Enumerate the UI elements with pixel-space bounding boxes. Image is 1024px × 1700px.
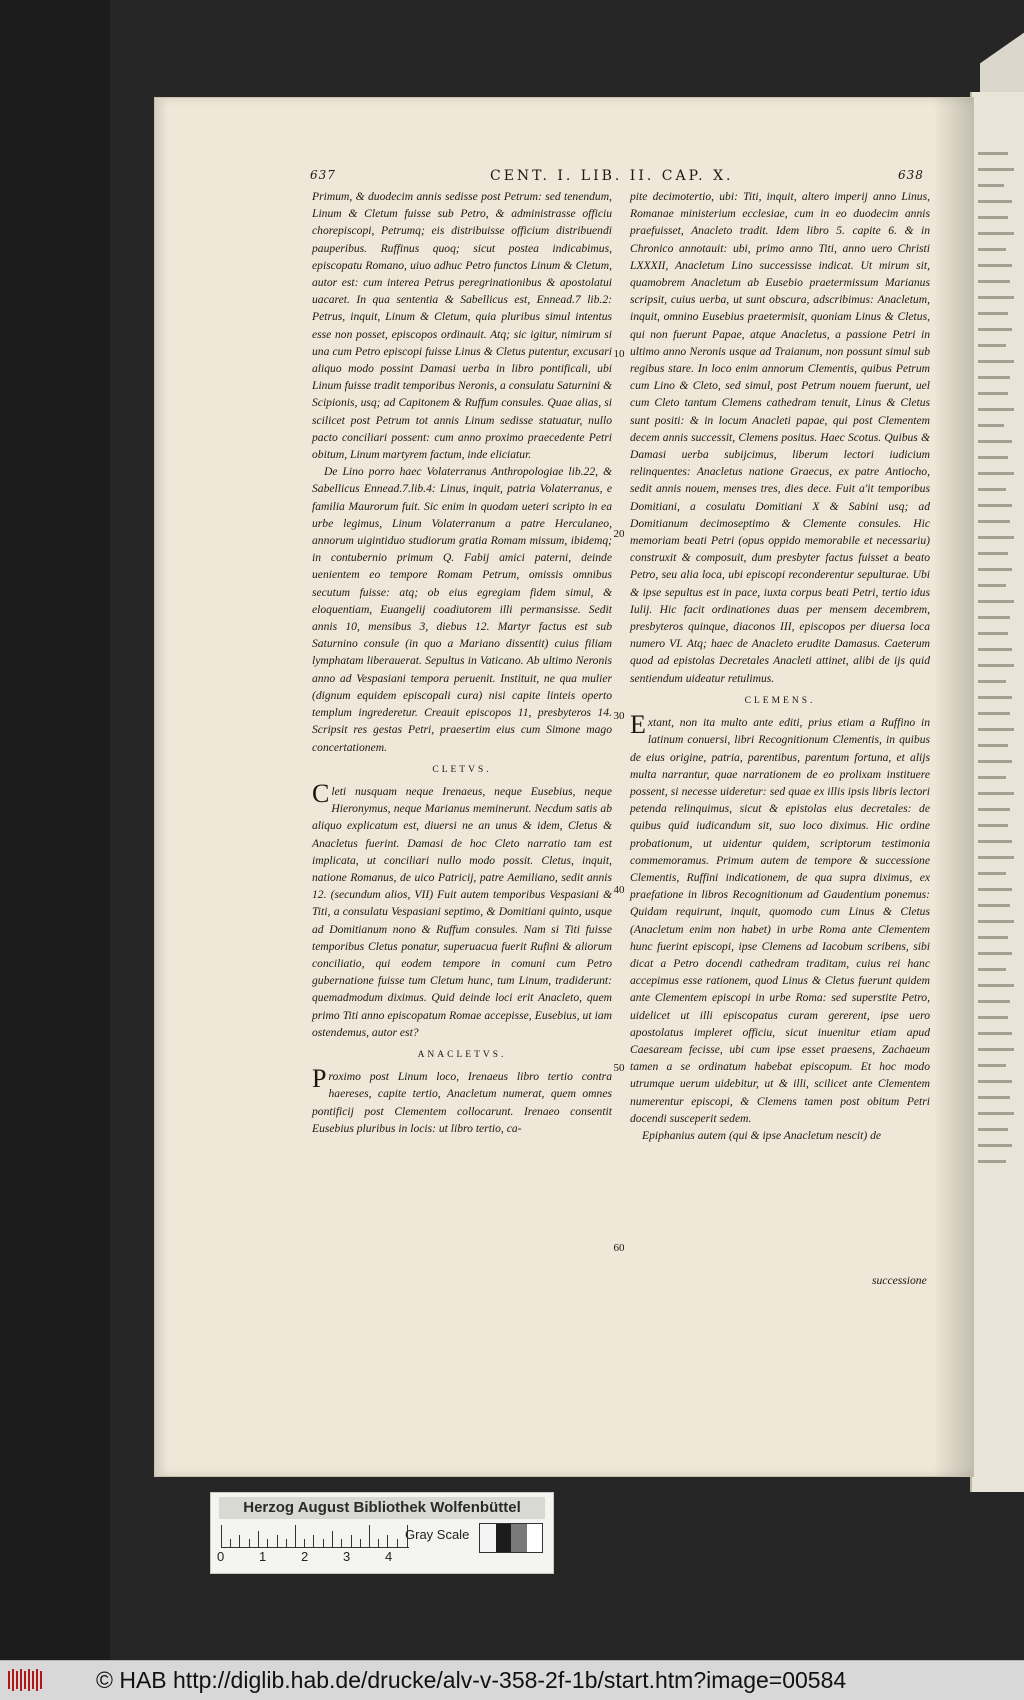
footer-bar (0, 1660, 1024, 1700)
running-head: CENT. I. LIB. II. CAP. X. (490, 168, 734, 184)
line-number: 10 (613, 348, 625, 360)
paragraph: Cleti nusquam neque Irenaeus, neque Eusebius, neque Hieronymus, neque Marianus meminerunt. Necdum satis ab aliquo explicatum est, diuersi ne an unus & idem, Cletus & Anacletus fuerint. Damasi de hoc Cleto narratio tam est implicata, ut conciliari nullo modo possit. Cletus, inquit, natione Romanus, de uico Patricij, patre Aemiliano, sedit annis 12. (secundum alios, VII) Fuit autem temporibus Vespasiani & Titi, a consulatu Vespasiani septimo, & Domitiani quinto, usque ad Domitianum nono & Ruffum consules. Nam si Titi fuisse temporibus Cletus ponatur, superuacua fuerit Rufini & aliorum conciliatio, qui eodem tempore in comuni cum Petro gubernatione fuisse tum Cletum hunc, tum Linum, tradiderunt: quemadmodum diximus. Quid deinde loci erit Anacleto, quem primo Titi anno episcopatum Romae accepisse, Eusebius, ut iam ostendemus, autor est? (312, 778, 612, 1039)
text-column-right (630, 188, 930, 1144)
line-number: 30 (613, 710, 625, 722)
ruler-scale (221, 1525, 409, 1548)
folio-left: 637 (310, 168, 336, 182)
color-scale-target (210, 1492, 554, 1574)
ruler-number: 0 (217, 1549, 225, 1564)
paragraph: Extant, non ita multo ante editi, prius etiam a Ruffino in latinum conuersi, libri Recognitionum Clementis, in quibus de eius origine, patria, parentibus, parentum fortuna, et alijs multa narrantur, quae narrationem de eo prolixam instituere possent, si necesse uideretur: sed quae ex illis ipsis libris lectori petenda relinquimus, sicut & epistolas eius decretales: de quibus quid iudicandum sit, suo loco diximus. Hic ordine probationum, ut uidentur quidem, scriptorum testimonia commemoramus. Primum autem de tempore & successione Clementis, Ruffini indicationem, de qua supra diximus, ex praefatione in libros Recognitionum ad Gaudentium ponemus: Quidam requirunt, inquit, quomodo cum Linus & Cletus (Anacletum enim non habet) in urbe Roma ante Clementem hunc fuerint episcopi, ipse Clemens ad Iacobum scribens, sibi dicat a Petro docendi cathedram traditam, cuius rei hanc accepimus esse rationem, quod Linus & Cletus fuerunt quidem ante Clementem episcopi in urbe Roma: sed superstite Petro, uidelicet ut illi episcopatus curam gererent, ipse uero apostolatus impleret officiu, sicut inuenitur etiam apud Caesaream fecisse, ubi cum ipse esset praesens, Zachaeum tamen a se ordinatum habebat episcopum. Et hoc modo utrumque uerum uidebitur, ut & illi, scilicet ante Clementem numerentur episcopi, & Clemens tamen post obitum Petri docendi susceperit sedem. (630, 710, 930, 1125)
ruler-number: 2 (301, 1549, 309, 1564)
line-number: 50 (613, 1062, 625, 1074)
gray-scale-swatches (479, 1523, 543, 1553)
source-link[interactable]: © HAB http://diglib.hab.de/drucke/alv-v-358-2f-1b/start.htm?image=00584 (96, 1667, 847, 1693)
paragraph: De Lino porro haec Volaterranus Anthropologiae lib.22, & Sabellicus Ennead.7.lib.4: Linus, inquit, patria Volaterranus, e familia Maurorum fuit. Sic enim in quodam ueteri scripto in ea urbe legimus, Linum Volaterranum a patre Herculaneo, annorum uigintiduo studiorum gratia Romam missum, ibidemq; in contubernio primum Q. Fabij amici paterni, deinde uenientem eo tempore Romam Petrum, omissis omnibus secutum fuisse: atq; ob eius egregiam fidem simul, & eloquentiam, Euangelij coadiutorem illi permansisse. Sedit annis 10, mensibus 3, diebus 12. Martyr factus est sub Saturnino consule (in quo a Mariano dissentit) cuius filiam lymphatam liberauerat. Sepultus in Vaticano. Ab ultimo Neronis anno ad Vespasiani tempora peruenit. Instituit, ne qua mulier (dignum equidem episcopali cura) nisi capite linteis operto templum ingrederetur. Creauit episcopos 11, presbyteros 14. Scripsit res gestas Petri, praesertim eius cum Simone mago concertationem. (312, 465, 612, 754)
line-number: 40 (613, 884, 625, 896)
neighbour-page (970, 92, 1024, 1492)
line-number: 20 (613, 528, 625, 540)
text-column-left (312, 188, 612, 1137)
paragraph: Epiphanius autem (qui & ipse Anacletum nescit) de (642, 1128, 882, 1142)
section-heading-clemens: CLEMENS. (744, 695, 816, 706)
ruler-number: 4 (385, 1549, 393, 1564)
scanner-edge (0, 0, 110, 1660)
target-title: Herzog August Bibliothek Wolfenbüttel (219, 1497, 545, 1519)
section-heading-anacletus: ANACLETVS. (417, 1049, 507, 1060)
ruler-number: 1 (259, 1549, 267, 1564)
page-gutter-shadow (933, 98, 973, 1476)
section-heading-cletus: CLETVS. (432, 764, 492, 775)
line-number: 60 (613, 1242, 625, 1254)
ruler-numbers (217, 1549, 441, 1567)
hab-logo-icon (6, 1667, 46, 1693)
ruler-number: 3 (343, 1549, 351, 1564)
paragraph: Proximo post Linum loco, Irenaeus libro tertio contra haereses, capite tertio, Anacletum numerat, quem omnes pontificij post Clementem collocarunt. Irenaeo consentit Eusebius pluribus in locis: ut libro tertio, ca- (312, 1064, 612, 1135)
catchword: successione (872, 1274, 927, 1287)
paragraph: pite decimotertio, ubi: Titi, inquit, altero imperij anno Linus, Romanae ministerium ecclesiae, cum in eo duodecim annis praefuisset, Anacleto tradit. Idem libro 5. capite 6. & in Chronico annotauit: ubi, primo anno Titi, anno uero Christi LXXXII, Anacletum Lino successisse indicat. Ut mirum sit, quamobrem Anacletum ab Eusebio praetermissum Marianus scripsit, cuius uerba, ut sunt obscura, adscribimus: Anacletum, inquit, omnino Eusebius praetermisit, quoniam Linus & Cletus, qui non fuerunt Papae, atque Anacletus, a passione Petri in ultimo anno Neronis usque ad Traianum, non possunt simul sub regibus stare. In loco enim annorum Clementis, quibus Petrum cum Lino & Cleto, sed simul, post Petrum nouem fuerunt, uel cum Cleto tantum Clemens cathedram tenuit, Linus & Cletus sunt positi: & in locum Anacleti papae, qui post Clementem decem annis successit, Clemens positus. Haec Scotus. Quibus & Damasi uerba subijcimus, liberum lectori iudicium relinquentes: Anacletus natione Graecus, ex patre Antiocho, sedit annis nouem, menses tres, dies dece. Fuit a'it temporibus Domitiani, a cosulatu Domitiani X & Sabini usq; ad Domitianum decimoseptimo & Clemente consules. Hic memoriam beati Petri (opus oppido memorabile et necessariu) construxit & composuit, dum presbyter factus fuisset a beato Petro, seu alia loca, ubi episcopi reconderentur sepulturae. Ubi & ipse sepultus est in pace, iuxta corpus beati Petri, tertio idus Iulij. Hic facit ordinationes duas per mensem decembrem, presbyteros quinque, diaconos III, episcopos per diuersa loca numero VI. Atq; haec de Anacleto erudite Damasus. Caeterum quod ad epistolas Decretales Anacleti attinet, alibi de ijs quid sentiendum uideatur retulimus. (630, 190, 930, 685)
folio-right: 638 (898, 168, 924, 182)
paragraph: Primum, & duodecim annis sedisse post Petrum: sed tenendum, Linum & Cletum fuisse sub Petro, & administrasse officiu chorepiscopi, Petrumq; eis distribuisse officium distribuendi pauperibus. Ruffinus quoq; sicut postea indicabimus, episcopatu Romano, uiuo adhuc Petro functos Linum & Cletum, autor est: cum interea Petrus peregrinationibus & apostolatui uacaret. In qua sententia & Sabellicus est, Ennead.7 lib.2: Petrus, inquit, Linum & Cletum, quia pluribus simul intentus esse non posset, episcopos ordinauit. Atq; sic igitur, nimirum si una cum Petro episcopi fuisse Linus & Cletus putentur, excusari aliquo modo possint Damasi uerba in libro pontificali, ubi Linum fuisse tradit temporibus Neronis, a consulatu Saturnini & Scipionis, usq; ad Capitonem & Ruffum consules. Quae alias, si scilicet post Petrum tot annis Linum sedisse statuatur, nullo pacto conciliari possent: cum anno proximo praecedente Petri obitum, Linum martyrem factum, inde eliciatur. (312, 190, 612, 462)
gray-scale-label: Gray Scale (405, 1527, 470, 1542)
